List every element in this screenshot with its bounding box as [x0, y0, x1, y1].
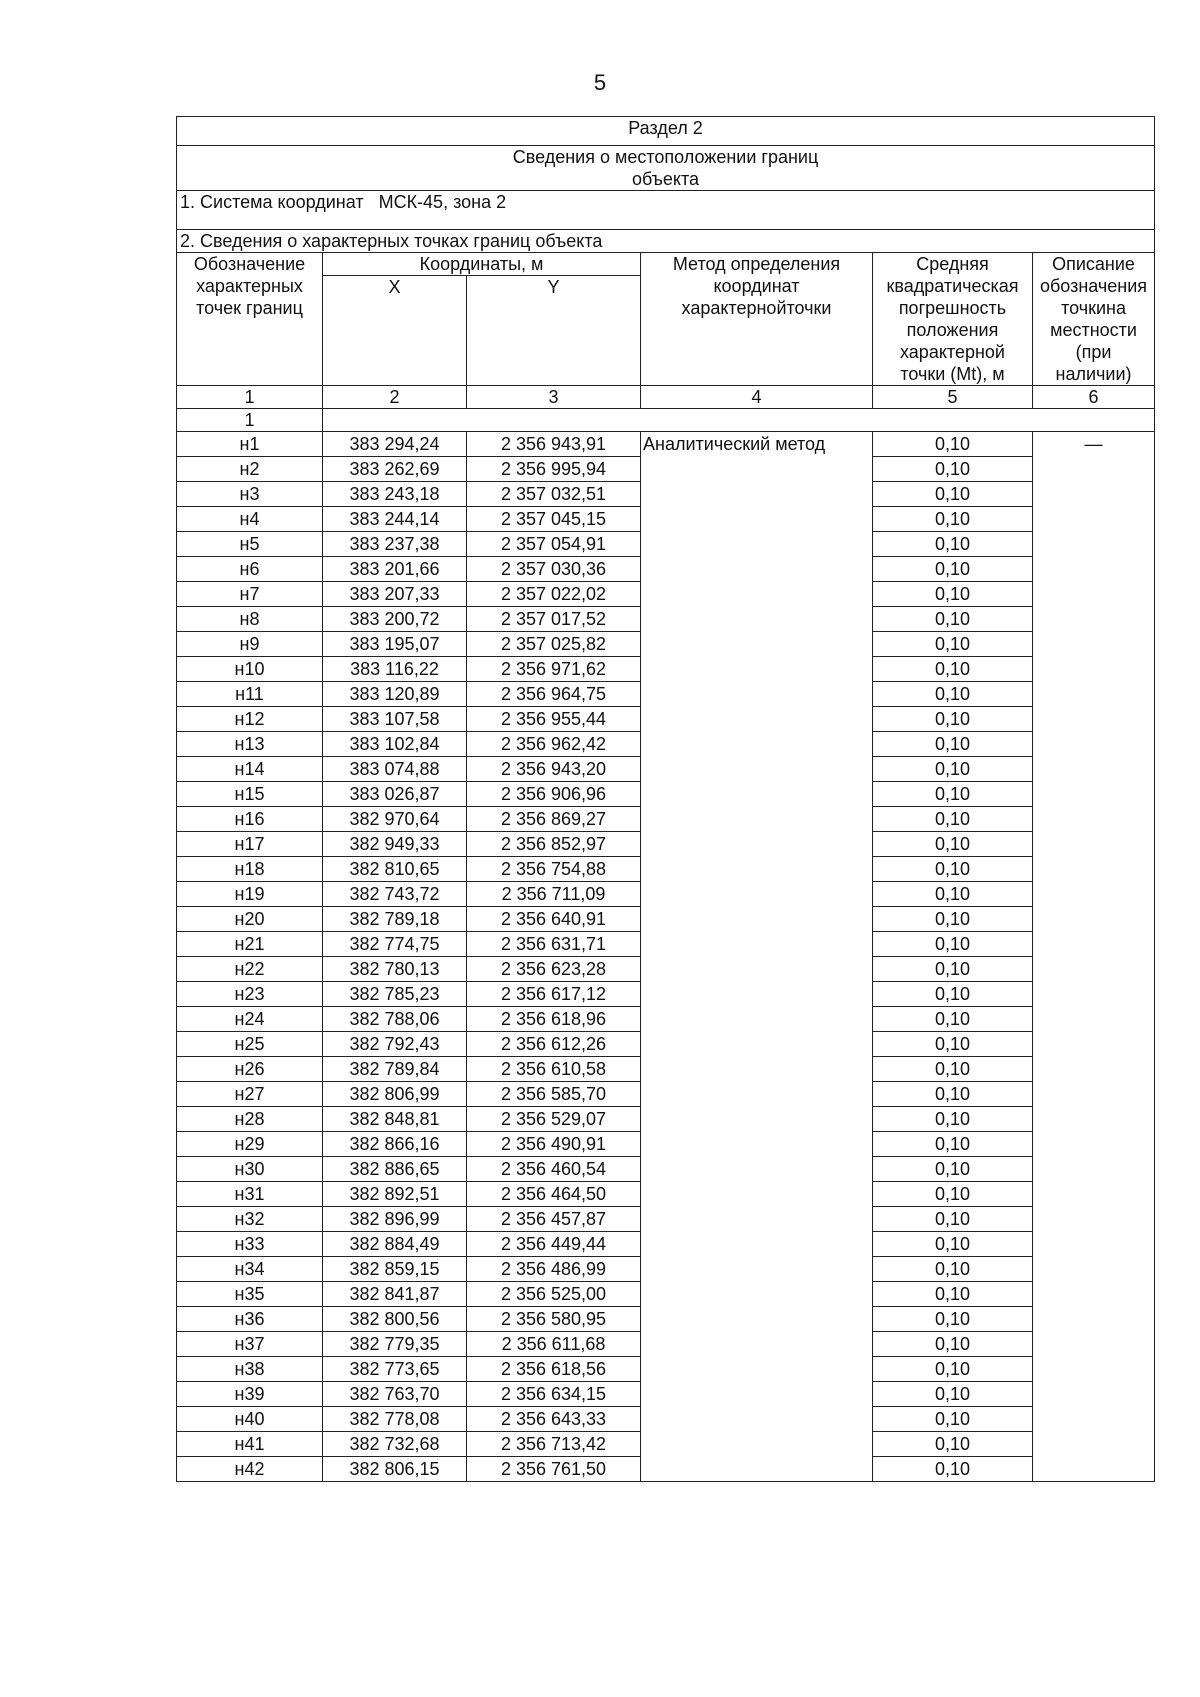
coord-y: 2 356 617,12: [467, 982, 641, 1007]
mean-error: 0,10: [873, 1307, 1033, 1332]
point-id: н36: [177, 1307, 323, 1332]
header-description-line: обозначения: [1039, 276, 1148, 296]
mean-error: 0,10: [873, 1357, 1033, 1382]
mean-error: 0,10: [873, 632, 1033, 657]
coord-x: 382 800,56: [323, 1307, 467, 1332]
coord-y: 2 356 964,75: [467, 682, 641, 707]
header-row: [177, 253, 1155, 276]
coord-x: 382 763,70: [323, 1382, 467, 1407]
coord-y: 2 356 962,42: [467, 732, 641, 757]
coord-y: 2 356 943,91: [467, 432, 641, 457]
coord-x: 382 788,06: [323, 1007, 467, 1032]
coord-y: 2 357 054,91: [467, 532, 641, 557]
coord-x: 382 789,84: [323, 1057, 467, 1082]
coord-x: 383 207,33: [323, 582, 467, 607]
mean-error: 0,10: [873, 607, 1033, 632]
coord-y: 2 357 017,52: [467, 607, 641, 632]
points-heading: 2. Сведения о характерных точках границ объекта: [177, 230, 1155, 253]
column-number: 2: [323, 386, 467, 409]
coord-y: 2 356 457,87: [467, 1207, 641, 1232]
point-id: н39: [177, 1382, 323, 1407]
mean-error: 0,10: [873, 657, 1033, 682]
point-id: н40: [177, 1407, 323, 1432]
header-coordinates: Координаты, м: [323, 253, 641, 276]
point-id: н25: [177, 1032, 323, 1057]
mean-error: 0,10: [873, 682, 1033, 707]
coord-y: 2 356 529,07: [467, 1107, 641, 1132]
header-description-line: местности: [1050, 320, 1137, 340]
coord-x: 383 262,69: [323, 457, 467, 482]
coord-y: 2 356 612,26: [467, 1032, 641, 1057]
coord-y: 2 356 464,50: [467, 1182, 641, 1207]
coord-x: 382 773,65: [323, 1357, 467, 1382]
coord-x: 382 810,65: [323, 857, 467, 882]
method-cell: Аналитический метод: [641, 432, 873, 1482]
point-id: н31: [177, 1182, 323, 1207]
section-subtitle: [177, 146, 1155, 191]
coord-x: 383 107,58: [323, 707, 467, 732]
section-subtitle-line2: объекта: [631, 169, 700, 189]
coord-y: 2 356 711,09: [467, 882, 641, 907]
coord-y: 2 356 869,27: [467, 807, 641, 832]
coord-x: 382 866,16: [323, 1132, 467, 1157]
header-description-line: (при: [1075, 342, 1112, 362]
coord-y: 2 356 449,44: [467, 1232, 641, 1257]
header-designation-line: Обозначение: [193, 254, 306, 274]
coord-y: 2 356 580,95: [467, 1307, 641, 1332]
mean-error: 0,10: [873, 1107, 1033, 1132]
mean-error: 0,10: [873, 457, 1033, 482]
coord-x: 382 792,43: [323, 1032, 467, 1057]
point-id: н34: [177, 1257, 323, 1282]
coord-x: 383 294,24: [323, 432, 467, 457]
point-id: н28: [177, 1107, 323, 1132]
point-id: н32: [177, 1207, 323, 1232]
coord-x: 383 116,22: [323, 657, 467, 682]
point-id: н14: [177, 757, 323, 782]
coord-y: 2 356 852,97: [467, 832, 641, 857]
coord-y: 2 356 618,56: [467, 1357, 641, 1382]
coord-x: 382 949,33: [323, 832, 467, 857]
section-subtitle-line1: Сведения о местоположении границ: [512, 147, 819, 167]
header-description-line: Описание: [1052, 254, 1135, 274]
point-id: н26: [177, 1057, 323, 1082]
point-id: н33: [177, 1232, 323, 1257]
coord-y: 2 356 490,91: [467, 1132, 641, 1157]
mean-error: 0,10: [873, 1332, 1033, 1357]
coord-y: 2 356 611,68: [467, 1332, 641, 1357]
header-error-line: Средняя: [916, 254, 989, 274]
coord-y: 2 356 713,42: [467, 1432, 641, 1457]
mean-error: 0,10: [873, 1132, 1033, 1157]
mean-error: 0,10: [873, 507, 1033, 532]
coord-y: 2 356 525,00: [467, 1282, 641, 1307]
coord-x: 382 970,64: [323, 807, 467, 832]
point-id: н11: [177, 682, 323, 707]
point-id: н12: [177, 707, 323, 732]
header-x: X: [323, 276, 467, 386]
coord-x: 382 886,65: [323, 1157, 467, 1182]
coord-x: 382 780,13: [323, 957, 467, 982]
point-id: н7: [177, 582, 323, 607]
coord-x: 382 892,51: [323, 1182, 467, 1207]
point-id: н5: [177, 532, 323, 557]
coord-x: 383 244,14: [323, 507, 467, 532]
mean-error: 0,10: [873, 1432, 1033, 1457]
mean-error: 0,10: [873, 432, 1033, 457]
coord-y: 2 356 640,91: [467, 907, 641, 932]
coord-y: 2 356 955,44: [467, 707, 641, 732]
mean-error: 0,10: [873, 832, 1033, 857]
page-number: 5: [593, 70, 607, 95]
coord-y: 2 356 486,99: [467, 1257, 641, 1282]
mean-error: 0,10: [873, 1232, 1033, 1257]
coord-y: 2 356 971,62: [467, 657, 641, 682]
coord-y: 2 356 995,94: [467, 457, 641, 482]
point-id: н8: [177, 607, 323, 632]
mean-error: 0,10: [873, 857, 1033, 882]
coord-y: 2 357 022,02: [467, 582, 641, 607]
coord-y: 2 357 032,51: [467, 482, 641, 507]
mean-error: 0,10: [873, 1382, 1033, 1407]
point-id: н15: [177, 782, 323, 807]
column-number-row: [177, 386, 1155, 409]
point-id: н16: [177, 807, 323, 832]
header-error-line: погрешность: [898, 298, 1007, 318]
coord-x: 382 841,87: [323, 1282, 467, 1307]
point-id: н4: [177, 507, 323, 532]
point-id: н27: [177, 1082, 323, 1107]
section-title: Раздел 2: [177, 117, 1155, 146]
coord-y: 2 356 643,33: [467, 1407, 641, 1432]
coord-system-row: [177, 191, 1155, 230]
contour-empty-cell: [323, 409, 1155, 432]
point-id: н9: [177, 632, 323, 657]
coord-x: 382 806,15: [323, 1457, 467, 1482]
coord-x: 382 732,68: [323, 1432, 467, 1457]
coord-y: 2 356 906,96: [467, 782, 641, 807]
point-id: н24: [177, 1007, 323, 1032]
mean-error: 0,10: [873, 1282, 1033, 1307]
mean-error: 0,10: [873, 482, 1033, 507]
header-error-line: квадратическая: [886, 276, 1019, 296]
point-id: н29: [177, 1132, 323, 1157]
point-id: н22: [177, 957, 323, 982]
point-id: н10: [177, 657, 323, 682]
coord-x: 382 848,81: [323, 1107, 467, 1132]
description-cell: —: [1033, 432, 1155, 1482]
section-subtitle-row: [177, 146, 1155, 191]
header-description: [1033, 253, 1155, 386]
mean-error: 0,10: [873, 1257, 1033, 1282]
header-method-line: координат: [713, 276, 800, 296]
point-id: н38: [177, 1357, 323, 1382]
coord-x: 383 200,72: [323, 607, 467, 632]
coord-x: 382 774,75: [323, 932, 467, 957]
coord-x: 382 778,08: [323, 1407, 467, 1432]
table-row: [177, 432, 1155, 457]
mean-error: 0,10: [873, 957, 1033, 982]
header-description-line: точкина: [1061, 298, 1126, 318]
coord-system-label: 1. Система координат: [180, 192, 364, 212]
header-designation-line: точек границ: [196, 298, 303, 318]
point-id: н3: [177, 482, 323, 507]
header-description-line: наличии): [1055, 364, 1132, 384]
point-id: н19: [177, 882, 323, 907]
coord-y: 2 356 761,50: [467, 1457, 641, 1482]
point-id: н18: [177, 857, 323, 882]
coord-y: 2 356 634,15: [467, 1382, 641, 1407]
mean-error: 0,10: [873, 1032, 1033, 1057]
header-designation-line: характерных: [196, 276, 303, 296]
mean-error: 0,10: [873, 1407, 1033, 1432]
coord-x: 383 237,38: [323, 532, 467, 557]
point-id: н21: [177, 932, 323, 957]
coord-x: 382 806,99: [323, 1082, 467, 1107]
point-id: н13: [177, 732, 323, 757]
coord-system-value: МСК-45, зона 2: [378, 192, 507, 212]
mean-error: 0,10: [873, 757, 1033, 782]
mean-error: 0,10: [873, 1157, 1033, 1182]
point-id: н2: [177, 457, 323, 482]
boundary-points-table: [176, 116, 1155, 1482]
mean-error: 0,10: [873, 707, 1033, 732]
header-designation: [177, 253, 323, 386]
coord-x: 383 074,88: [323, 757, 467, 782]
coord-y: 2 356 460,54: [467, 1157, 641, 1182]
coord-x: 383 195,07: [323, 632, 467, 657]
point-id: н37: [177, 1332, 323, 1357]
point-id: н20: [177, 907, 323, 932]
coord-x: 383 201,66: [323, 557, 467, 582]
mean-error: 0,10: [873, 982, 1033, 1007]
mean-error: 0,10: [873, 807, 1033, 832]
mean-error: 0,10: [873, 1182, 1033, 1207]
mean-error: 0,10: [873, 582, 1033, 607]
point-id: н42: [177, 1457, 323, 1482]
point-id: н6: [177, 557, 323, 582]
coord-y: 2 356 631,71: [467, 932, 641, 957]
mean-error: 0,10: [873, 532, 1033, 557]
header-method-line: характернойточки: [681, 298, 832, 318]
mean-error: 0,10: [873, 1207, 1033, 1232]
coord-x: 382 896,99: [323, 1207, 467, 1232]
column-number: 1: [177, 386, 323, 409]
coord-x: 382 884,49: [323, 1232, 467, 1257]
mean-error: 0,10: [873, 1007, 1033, 1032]
header-method: [641, 253, 873, 386]
coord-y: 2 357 025,82: [467, 632, 641, 657]
mean-error: 0,10: [873, 1057, 1033, 1082]
coord-x: 382 859,15: [323, 1257, 467, 1282]
coord-x: 383 243,18: [323, 482, 467, 507]
mean-error: 0,10: [873, 782, 1033, 807]
mean-error: 0,10: [873, 1457, 1033, 1482]
column-number: 4: [641, 386, 873, 409]
mean-error: 0,10: [873, 882, 1033, 907]
header-method-line: Метод определения: [672, 254, 841, 274]
coord-system-cell: [177, 191, 1155, 230]
column-number: 5: [873, 386, 1033, 409]
coord-x: 383 102,84: [323, 732, 467, 757]
header-error-line: положения: [906, 320, 999, 340]
point-id: н23: [177, 982, 323, 1007]
column-number: 6: [1033, 386, 1155, 409]
mean-error: 0,10: [873, 907, 1033, 932]
coord-y: 2 356 618,96: [467, 1007, 641, 1032]
coord-x: 382 789,18: [323, 907, 467, 932]
coord-y: 2 356 754,88: [467, 857, 641, 882]
coord-x: 382 743,72: [323, 882, 467, 907]
coord-y: 2 356 623,28: [467, 957, 641, 982]
coord-x: 383 026,87: [323, 782, 467, 807]
point-id: н41: [177, 1432, 323, 1457]
point-id: н35: [177, 1282, 323, 1307]
point-id: н30: [177, 1157, 323, 1182]
coord-x: 383 120,89: [323, 682, 467, 707]
coord-y: 2 356 610,58: [467, 1057, 641, 1082]
coord-y: 2 357 045,15: [467, 507, 641, 532]
section-title-row: [177, 117, 1155, 146]
point-id: н1: [177, 432, 323, 457]
coord-x: 382 779,35: [323, 1332, 467, 1357]
mean-error: 0,10: [873, 557, 1033, 582]
point-id: н17: [177, 832, 323, 857]
points-heading-row: [177, 230, 1155, 253]
header-error-line: характерной: [900, 342, 1005, 362]
header-error: [873, 253, 1033, 386]
coord-y: 2 356 585,70: [467, 1082, 641, 1107]
coord-x: 382 785,23: [323, 982, 467, 1007]
header-y: Y: [467, 276, 641, 386]
contour-label: 1: [177, 409, 323, 432]
mean-error: 0,10: [873, 1082, 1033, 1107]
coord-y: 2 356 943,20: [467, 757, 641, 782]
header-error-line: точки (Mt), м: [900, 364, 1005, 384]
contour-row: [177, 409, 1155, 432]
mean-error: 0,10: [873, 732, 1033, 757]
coord-y: 2 357 030,36: [467, 557, 641, 582]
column-number: 3: [467, 386, 641, 409]
mean-error: 0,10: [873, 932, 1033, 957]
